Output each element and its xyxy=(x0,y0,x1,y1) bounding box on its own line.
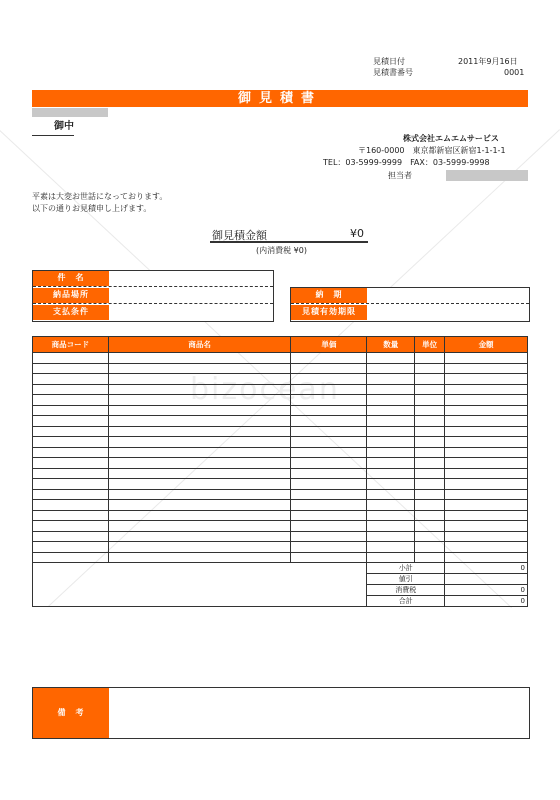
table-cell[interactable] xyxy=(108,374,291,385)
info-box-right xyxy=(290,287,530,322)
table-cell[interactable] xyxy=(367,374,415,385)
table-row xyxy=(33,416,528,427)
table-cell[interactable] xyxy=(33,405,109,416)
table-cell[interactable] xyxy=(33,353,109,364)
table-cell[interactable] xyxy=(108,500,291,511)
total-tax-note: (内消費税 ¥0) xyxy=(256,246,307,255)
table-cell[interactable] xyxy=(33,489,109,500)
table-cell[interactable] xyxy=(108,437,291,448)
table-cell[interactable] xyxy=(108,531,291,542)
table-cell[interactable] xyxy=(291,374,367,385)
table-cell[interactable] xyxy=(367,416,415,427)
table-row xyxy=(33,405,528,416)
delivery-date-field[interactable] xyxy=(371,289,525,302)
contact-label: 担当者 xyxy=(388,171,412,180)
table-cell[interactable] xyxy=(108,552,291,563)
recipient-name-field[interactable] xyxy=(32,108,108,117)
info-box-left xyxy=(32,270,274,322)
table-cell[interactable] xyxy=(445,426,528,437)
table-cell[interactable] xyxy=(415,531,445,542)
column-header-quantity: 数量 xyxy=(367,337,415,353)
summary-row-total xyxy=(33,596,528,607)
grand-total-label: 合計 xyxy=(367,596,445,607)
remarks-field[interactable] xyxy=(113,690,525,736)
table-cell[interactable] xyxy=(108,489,291,500)
table-cell[interactable] xyxy=(108,458,291,469)
table-cell[interactable] xyxy=(108,416,291,427)
table-cell[interactable] xyxy=(445,489,528,500)
table-cell[interactable] xyxy=(367,458,415,469)
subtotal-value: 0 xyxy=(445,563,528,574)
company-address: 〒160-0000 東京都新宿区新宿1-1-1-1 xyxy=(358,146,506,155)
table-row xyxy=(33,426,528,437)
document-title: 御見積書 xyxy=(32,90,528,107)
table-cell[interactable] xyxy=(33,447,109,458)
table-cell[interactable] xyxy=(291,405,367,416)
table-cell[interactable] xyxy=(445,374,528,385)
table-cell[interactable] xyxy=(415,458,445,469)
table-cell[interactable] xyxy=(108,363,291,374)
total-amount-value: ¥0 xyxy=(350,227,364,240)
table-cell[interactable] xyxy=(415,521,445,532)
company-name: 株式会社エムエムサービス xyxy=(403,134,499,143)
date-value: 2011年9月16日 xyxy=(458,57,518,66)
table-cell[interactable] xyxy=(445,395,528,406)
table-row xyxy=(33,363,528,374)
table-row xyxy=(33,447,528,458)
table-cell[interactable] xyxy=(108,395,291,406)
table-cell[interactable] xyxy=(108,542,291,553)
remarks-label: 備 考 xyxy=(33,688,109,738)
table-cell[interactable] xyxy=(367,552,415,563)
tax-label: 消費税 xyxy=(367,585,445,596)
table-row xyxy=(33,395,528,406)
table-row xyxy=(33,437,528,448)
divider xyxy=(33,303,273,304)
table-cell[interactable] xyxy=(33,531,109,542)
table-cell[interactable] xyxy=(445,363,528,374)
table-cell[interactable] xyxy=(415,552,445,563)
subtotal-label: 小計 xyxy=(367,563,445,574)
table-row xyxy=(33,384,528,395)
table-cell[interactable] xyxy=(445,384,528,395)
table-cell[interactable] xyxy=(445,468,528,479)
table-cell[interactable] xyxy=(33,426,109,437)
table-cell[interactable] xyxy=(415,405,445,416)
greeting-line-1: 平素は大変お世話になっております。 xyxy=(32,192,168,201)
table-row xyxy=(33,489,528,500)
table-cell[interactable] xyxy=(415,468,445,479)
subject-field[interactable] xyxy=(113,272,269,285)
table-cell[interactable] xyxy=(108,447,291,458)
table-cell[interactable] xyxy=(445,353,528,364)
table-cell[interactable] xyxy=(445,510,528,521)
column-header-code: 商品コード xyxy=(33,337,109,353)
table-cell[interactable] xyxy=(108,384,291,395)
table-row xyxy=(33,521,528,532)
table-cell[interactable] xyxy=(445,500,528,511)
delivery-place-label: 納品場所 xyxy=(33,288,109,303)
summary-row-tax xyxy=(33,585,528,596)
table-cell[interactable] xyxy=(445,416,528,427)
table-cell[interactable] xyxy=(367,384,415,395)
table-cell[interactable] xyxy=(445,542,528,553)
table-cell[interactable] xyxy=(367,405,415,416)
table-cell[interactable] xyxy=(367,489,415,500)
company-phone-fax: TEL：03-5999-9999 FAX：03-5999-9998 xyxy=(323,158,490,167)
table-cell[interactable] xyxy=(291,363,367,374)
table-cell[interactable] xyxy=(291,479,367,490)
table-cell[interactable] xyxy=(291,521,367,532)
table-cell[interactable] xyxy=(33,542,109,553)
table-cell[interactable] xyxy=(415,447,445,458)
table-row xyxy=(33,500,528,511)
table-cell[interactable] xyxy=(367,468,415,479)
divider xyxy=(33,286,273,287)
total-amount-label: 御見積金額 xyxy=(212,229,267,242)
table-cell[interactable] xyxy=(33,468,109,479)
table-cell[interactable] xyxy=(291,468,367,479)
table-cell[interactable] xyxy=(291,489,367,500)
table-cell[interactable] xyxy=(33,479,109,490)
table-cell[interactable] xyxy=(33,374,109,385)
table-cell[interactable] xyxy=(415,374,445,385)
table-cell[interactable] xyxy=(33,437,109,448)
table-cell[interactable] xyxy=(108,521,291,532)
contact-name-field[interactable] xyxy=(446,170,528,181)
delivery-date-label: 納 期 xyxy=(291,288,367,303)
table-cell[interactable] xyxy=(367,437,415,448)
discount-value[interactable] xyxy=(445,574,528,585)
column-header-unit-price: 単価 xyxy=(291,337,367,353)
table-cell[interactable] xyxy=(415,479,445,490)
table-header-row xyxy=(33,337,528,353)
table-cell[interactable] xyxy=(415,426,445,437)
table-cell[interactable] xyxy=(291,426,367,437)
table-cell[interactable] xyxy=(367,479,415,490)
table-cell[interactable] xyxy=(291,395,367,406)
watermark-text: bizocean xyxy=(190,372,340,407)
table-cell[interactable] xyxy=(445,479,528,490)
table-row xyxy=(33,531,528,542)
table-cell[interactable] xyxy=(108,468,291,479)
table-row xyxy=(33,458,528,469)
date-label: 見積日付 xyxy=(373,57,405,66)
delivery-place-field[interactable] xyxy=(113,289,269,302)
valid-until-label: 見積有効期限 xyxy=(291,305,367,320)
table-row xyxy=(33,374,528,385)
table-cell[interactable] xyxy=(445,552,528,563)
table-row xyxy=(33,468,528,479)
number-label: 見積書番号 xyxy=(373,68,413,77)
table-cell[interactable] xyxy=(445,437,528,448)
table-cell[interactable] xyxy=(415,500,445,511)
table-cell[interactable] xyxy=(291,447,367,458)
items-table xyxy=(32,336,528,607)
table-cell[interactable] xyxy=(291,542,367,553)
table-cell[interactable] xyxy=(291,416,367,427)
table-cell[interactable] xyxy=(415,489,445,500)
table-row xyxy=(33,552,528,563)
table-cell[interactable] xyxy=(367,531,415,542)
table-cell[interactable] xyxy=(291,531,367,542)
table-cell[interactable] xyxy=(445,531,528,542)
table-cell[interactable] xyxy=(108,479,291,490)
table-cell[interactable] xyxy=(445,405,528,416)
table-cell[interactable] xyxy=(367,521,415,532)
table-cell[interactable] xyxy=(291,510,367,521)
table-cell[interactable] xyxy=(33,384,109,395)
table-cell[interactable] xyxy=(415,542,445,553)
table-cell[interactable] xyxy=(291,500,367,511)
table-cell[interactable] xyxy=(33,521,109,532)
table-row xyxy=(33,353,528,364)
greeting-line-2: 以下の通りお見積申し上げます。 xyxy=(32,204,152,213)
table-cell[interactable] xyxy=(415,510,445,521)
table-cell[interactable] xyxy=(33,552,109,563)
table-cell[interactable] xyxy=(291,458,367,469)
table-cell[interactable] xyxy=(367,363,415,374)
summary-row-subtotal xyxy=(33,563,528,574)
table-cell[interactable] xyxy=(108,353,291,364)
table-cell[interactable] xyxy=(367,395,415,406)
table-cell[interactable] xyxy=(108,426,291,437)
table-cell[interactable] xyxy=(415,353,445,364)
number-value: 0001 xyxy=(504,68,525,77)
table-cell[interactable] xyxy=(33,510,109,521)
table-cell[interactable] xyxy=(415,437,445,448)
column-header-product: 商品名 xyxy=(108,337,291,353)
table-row xyxy=(33,510,528,521)
table-row xyxy=(33,542,528,553)
table-cell[interactable] xyxy=(415,416,445,427)
table-cell[interactable] xyxy=(33,458,109,469)
table-cell[interactable] xyxy=(445,447,528,458)
table-row xyxy=(33,479,528,490)
table-cell[interactable] xyxy=(367,447,415,458)
valid-until-field[interactable] xyxy=(371,306,525,319)
column-header-unit: 単位 xyxy=(415,337,445,353)
column-header-amount: 金額 xyxy=(445,337,528,353)
table-cell[interactable] xyxy=(291,384,367,395)
table-cell[interactable] xyxy=(415,363,445,374)
table-cell[interactable] xyxy=(108,510,291,521)
total-amount-box xyxy=(210,226,368,243)
remarks-box xyxy=(32,687,530,739)
table-cell[interactable] xyxy=(33,500,109,511)
table-cell[interactable] xyxy=(367,500,415,511)
table-cell[interactable] xyxy=(367,353,415,364)
table-cell[interactable] xyxy=(291,353,367,364)
table-cell[interactable] xyxy=(445,521,528,532)
table-cell[interactable] xyxy=(367,426,415,437)
summary-row-discount xyxy=(33,574,528,585)
grand-total-value: 0 xyxy=(445,596,528,607)
table-cell[interactable] xyxy=(33,416,109,427)
table-cell[interactable] xyxy=(291,437,367,448)
payment-terms-field[interactable] xyxy=(113,306,269,319)
table-cell[interactable] xyxy=(367,510,415,521)
table-cell[interactable] xyxy=(291,552,367,563)
table-cell[interactable] xyxy=(367,542,415,553)
table-cell[interactable] xyxy=(415,384,445,395)
recipient-suffix: 御中 xyxy=(32,121,74,136)
divider xyxy=(291,303,529,304)
table-cell[interactable] xyxy=(415,395,445,406)
subject-label: 件 名 xyxy=(33,271,109,286)
table-cell[interactable] xyxy=(33,363,109,374)
table-cell[interactable] xyxy=(445,458,528,469)
discount-label: 値引 xyxy=(367,574,445,585)
payment-terms-label: 支払条件 xyxy=(33,305,109,320)
table-cell[interactable] xyxy=(108,405,291,416)
tax-value: 0 xyxy=(445,585,528,596)
table-cell[interactable] xyxy=(33,395,109,406)
